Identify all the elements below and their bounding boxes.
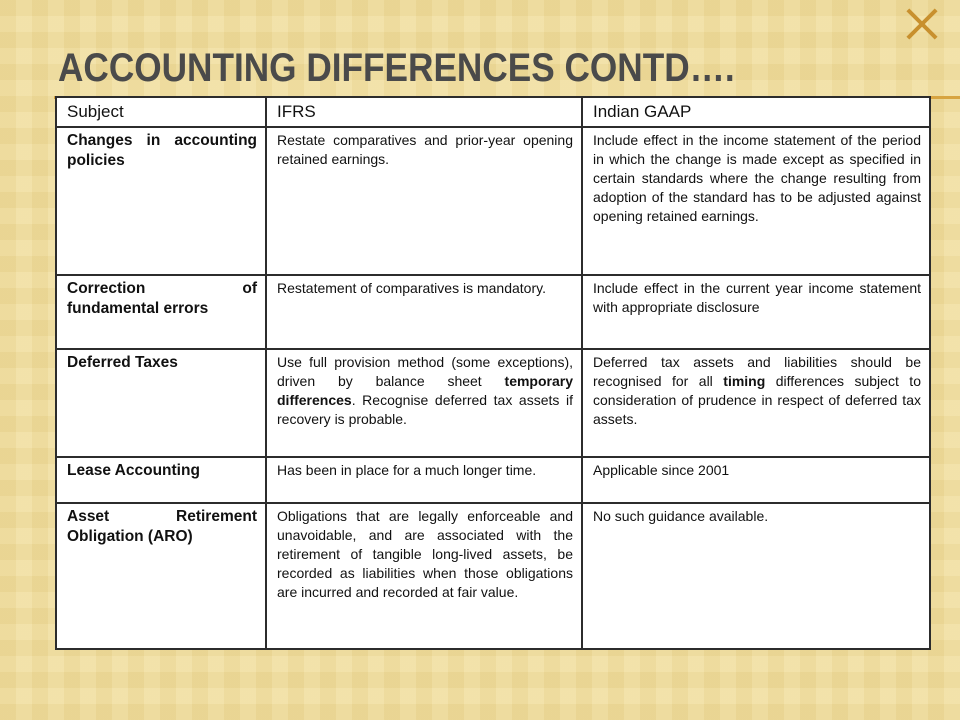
subject-cell: Correction of fundamental errors [56, 275, 266, 349]
table-row [56, 349, 930, 457]
ifrs-cell [266, 349, 582, 457]
ifrs-emphasis: temporary differences [277, 373, 573, 408]
subject-cell: Asset Retirement Obligation (ARO) [56, 503, 266, 649]
gaap-cell: No such guidance available. [582, 503, 930, 649]
table-row [56, 127, 930, 275]
table-row [56, 457, 930, 503]
subject-cell: Lease Accounting [56, 457, 266, 503]
gaap-cell: Applicable since 2001 [582, 457, 930, 503]
ifrs-cell: Has been in place for a much longer time. [266, 457, 582, 503]
ifrs-text: . Recognise deferred tax assets if recovery is probable. [277, 392, 573, 427]
header-subject: Subject [56, 97, 266, 127]
ifrs-cell: Obligations that are legally enforceable and unavoidable, and are associated with the retirement of tangible long-lived assets, be recorded as liabilities when those obligations are incurred and recorded at fair value. [266, 503, 582, 649]
page-title: ACCOUNTING DIFFERENCES CONTD…. [58, 46, 735, 90]
table-header-row [56, 97, 930, 127]
table-row [56, 503, 930, 649]
header-ifrs: IFRS [266, 97, 582, 127]
ifrs-cell: Restatement of comparatives is mandatory. [266, 275, 582, 349]
table-row [56, 275, 930, 349]
gaap-cell: Include effect in the current year income statement with appropriate disclosure [582, 275, 930, 349]
header-indian-gaap: Indian GAAP [582, 97, 930, 127]
ifrs-cell: Restate comparatives and prior-year opening retained earnings. [266, 127, 582, 275]
gaap-text: differences subject to consideration of prudence in respect of deferred tax assets. [593, 373, 921, 427]
comparison-table [55, 96, 931, 650]
subject-cell: Changes in accounting policies [56, 127, 266, 275]
gaap-cell: Include effect in the income statement of the period in which the change is made except as specified in certain standards where the change resulting from adoption of the standard has to be adjusted against opening retained earnings. [582, 127, 930, 275]
gaap-cell [582, 349, 930, 457]
gaap-text: Deferred tax assets and liabilities should be recognised for all [593, 354, 921, 389]
subject-cell: Deferred Taxes [56, 349, 266, 457]
gaap-emphasis: timing [723, 373, 766, 389]
x-mark-icon [896, 4, 952, 44]
ifrs-text: Use full provision method (some exceptions), driven by balance sheet [277, 354, 573, 389]
